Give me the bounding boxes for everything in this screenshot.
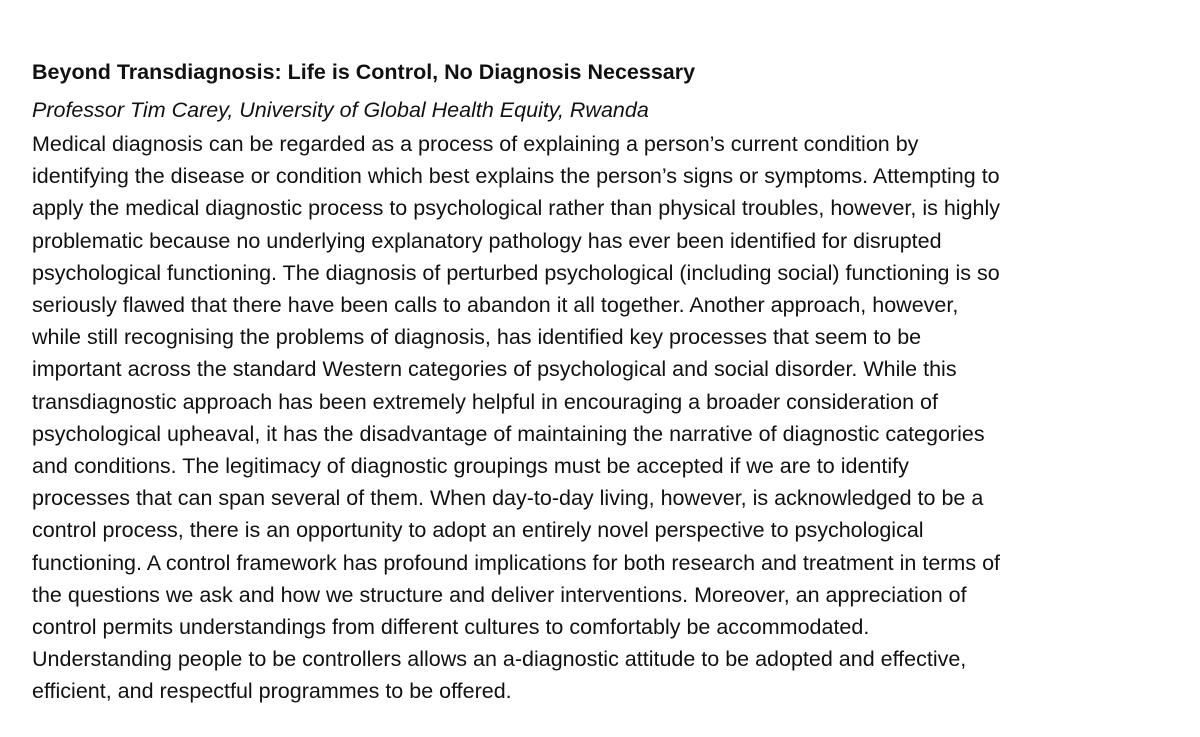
abstract-line: Medical diagnosis can be regarded as a process of explaining a person’s current condition by	[32, 132, 919, 156]
abstract-line: problematic because no underlying explanatory pathology has ever been identified for disrupted	[32, 228, 942, 253]
abstract-line: control permits understandings from different cultures to comfortably be accommodated.	[32, 615, 870, 640]
document-title: Beyond Transdiagnosis: Life is Control, No Diagnosis Necessary	[32, 60, 696, 84]
abstract-line: Understanding people to be controllers allows an a-diagnostic attitude to be adopted and effective,	[32, 647, 967, 672]
abstract-line: seriously flawed that there have been calls to abandon it all together. Another approach, however,	[32, 293, 959, 318]
abstract-line: transdiagnostic approach has been extremely helpful in encouraging a broader consideration of	[32, 389, 938, 414]
abstract-line: while still recognising the problems of diagnosis, has identified key processes that seem to be	[32, 325, 922, 350]
abstract-line: functioning. A control framework has profound implications for both research and treatment in terms of	[32, 550, 1000, 575]
abstract-line: processes that can span several of them. When day-to-day living, however, is acknowledged to be a	[32, 486, 984, 511]
abstract-line: psychological functioning. The diagnosis of perturbed psychological (including social) functioning is so	[32, 260, 1000, 285]
author-byline: Professor Tim Carey, University of Global Health Equity, Rwanda	[32, 98, 649, 122]
abstract-line: the questions we ask and how we structure and deliver interventions. Moreover, an appreciation of	[32, 582, 967, 607]
abstract-line: important across the standard Western categories of psychological and social disorder. While this	[32, 357, 957, 382]
abstract-line: identifying the disease or condition which best explains the person’s signs or symptoms. Attempting to	[32, 164, 1000, 189]
abstract-line: and conditions. The legitimacy of diagnostic groupings must be accepted if we are to identify	[32, 454, 909, 479]
abstract-line: control process, there is an opportunity to adopt an entirely novel perspective to psychological	[32, 518, 924, 543]
abstract-line: psychological upheaval, it has the disadvantage of maintaining the narrative of diagnostic categories	[32, 421, 985, 446]
abstract-line: apply the medical diagnostic process to psychological rather than physical troubles, however, is highly	[32, 196, 1001, 221]
abstract-line: efficient, and respectful programmes to be offered.	[32, 679, 512, 704]
abstract-document	[32, 56, 1192, 708]
abstract-body	[32, 128, 1192, 708]
